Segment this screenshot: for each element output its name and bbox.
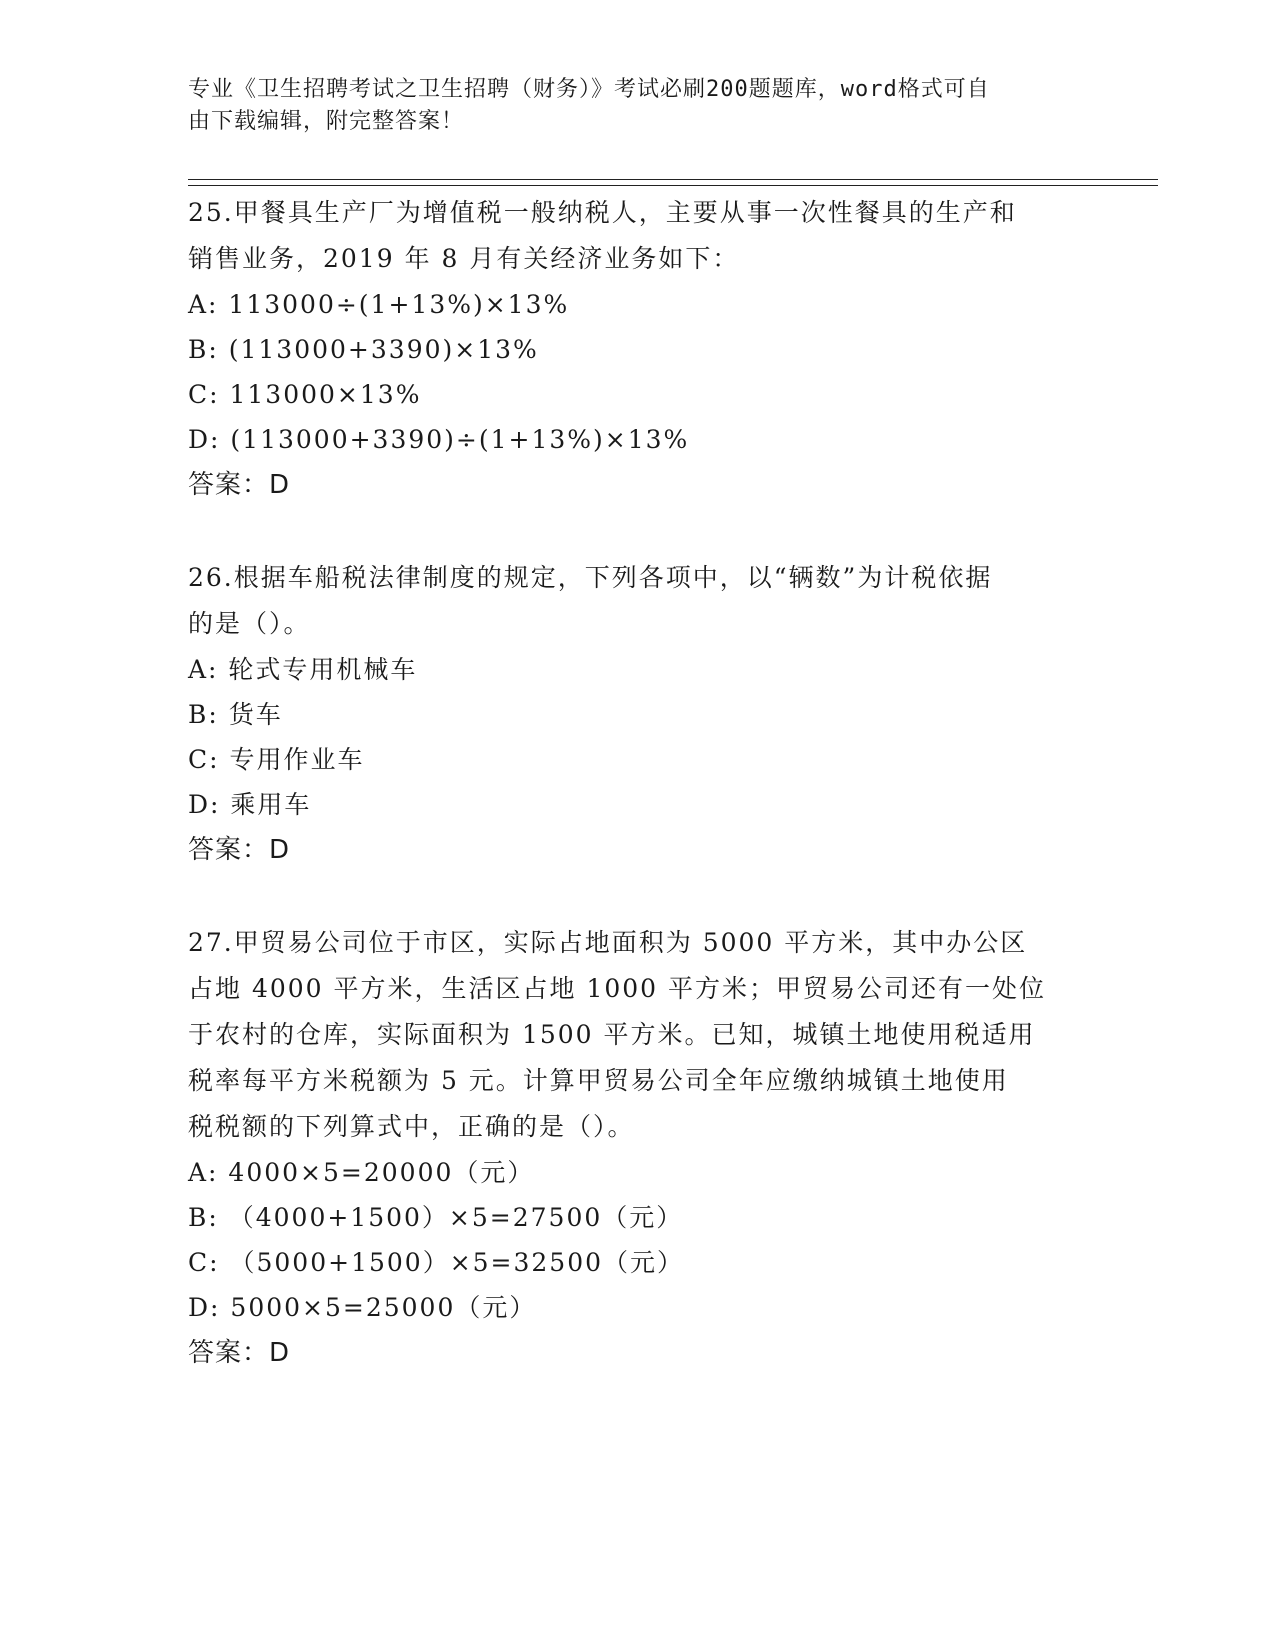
option-a: A: 113000÷(1+13%)×13% — [188, 290, 570, 319]
option-a: A: 轮式专用机械车 — [188, 655, 418, 684]
answer-line: 答案：D — [188, 470, 291, 500]
option-d: D: 5000×5=25000（元） — [188, 1293, 537, 1322]
document-header — [188, 74, 1068, 138]
question-25 — [188, 190, 1088, 508]
answer-line: 答案：D — [188, 835, 291, 865]
question-stem-line: 税税额的下列算式中，正确的是（）。 — [188, 1112, 635, 1141]
option-c: C: 专用作业车 — [188, 745, 365, 774]
header-divider-top — [188, 179, 1158, 180]
question-stem-line: 税率每平方米税额为 5 元。计算甲贸易公司全年应缴纳城镇土地使用 — [188, 1066, 1009, 1095]
option-c: C: （5000+1500）×5=32500（元） — [188, 1248, 685, 1277]
question-stem-line: 25.甲餐具生产厂为增值税一般纳税人，主要从事一次性餐具的生产和 — [188, 198, 1017, 227]
option-d: D: 乘用车 — [188, 790, 312, 819]
question-stem-line: 销售业务，2019 年 8 月有关经济业务如下： — [188, 244, 740, 273]
option-b: B: 货车 — [188, 700, 283, 729]
option-c: C: 113000×13% — [188, 380, 422, 409]
question-stem-line: 于农村的仓库，实际面积为 1500 平方米。已知，城镇土地使用税适用 — [188, 1020, 1036, 1049]
header-line-1: 专业《卫生招聘考试之卫生招聘（财务）》考试必刷200题题库，word格式可自 — [188, 77, 990, 102]
question-stem-line: 26.根据车船税法律制度的规定，下列各项中，以“辆数”为计税依据 — [188, 563, 993, 592]
question-stem-line: 27.甲贸易公司位于市区，实际占地面积为 5000 平方米，其中办公区 — [188, 928, 1028, 957]
option-a: A: 4000×5=20000（元） — [188, 1158, 535, 1187]
option-b: B: (113000+3390)×13% — [188, 335, 539, 364]
header-divider-bottom — [188, 185, 1158, 186]
question-27 — [188, 920, 1088, 1376]
header-line-2: 由下载编辑，附完整答案！ — [188, 109, 465, 134]
option-b: B: （4000+1500）×5=27500（元） — [188, 1203, 684, 1232]
answer-line: 答案：D — [188, 1338, 291, 1368]
question-stem-line: 占地 4000 平方米，生活区占地 1000 平方米；甲贸易公司还有一处位 — [188, 974, 1047, 1003]
question-stem-line: 的是（）。 — [188, 609, 311, 638]
question-26 — [188, 555, 1088, 873]
option-d: D: (113000+3390)÷(1+13%)×13% — [188, 425, 690, 454]
